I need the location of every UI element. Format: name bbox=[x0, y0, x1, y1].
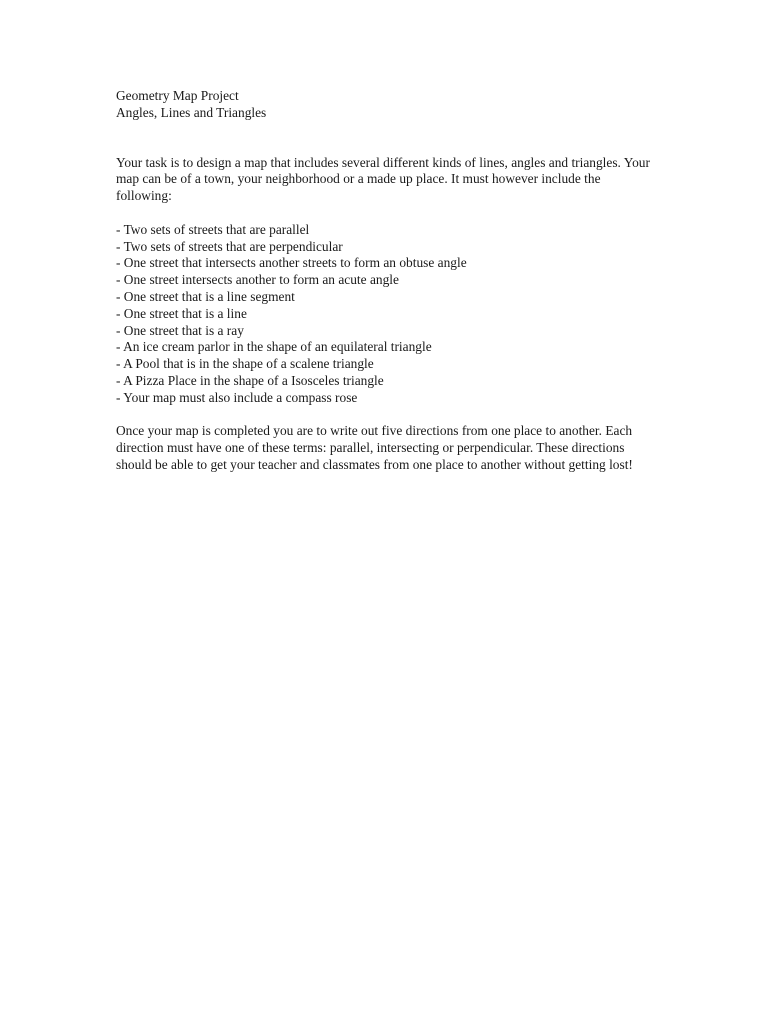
intro-paragraph: Your task is to design a map that includes several different kinds of lines, angles and triangles. Your map can be of a town, your neighborhood or a made up place. It must however include the following: bbox=[116, 154, 650, 204]
requirements-list bbox=[116, 222, 656, 407]
requirement-item: - Your map must also include a compass rose bbox=[116, 389, 358, 405]
document-subtitle: Angles, Lines and Triangles bbox=[116, 104, 267, 120]
requirement-item: - One street that intersects another streets to form an obtuse angle bbox=[116, 255, 467, 271]
requirement-item: - An ice cream parlor in the shape of an equilateral triangle bbox=[116, 339, 432, 355]
requirement-item: - One street that is a ray bbox=[116, 322, 244, 338]
title-block bbox=[116, 88, 656, 122]
requirement-item: - One street that is a line segment bbox=[116, 288, 295, 304]
requirement-item: - One street intersects another to form an acute angle bbox=[116, 272, 399, 288]
requirement-item: - One street that is a line bbox=[116, 305, 247, 321]
requirement-item: - A Pool that is in the shape of a scalene triangle bbox=[116, 356, 374, 372]
requirement-item: - Two sets of streets that are perpendicular bbox=[116, 238, 343, 254]
document-body bbox=[116, 88, 656, 491]
document-title: Geometry Map Project bbox=[116, 88, 239, 103]
requirement-item: - Two sets of streets that are parallel bbox=[116, 221, 310, 237]
closing-paragraph: Once your map is completed you are to write out five directions from one place to another. Each direction must have one of these terms: parallel, intersecting or perpendicular. These directions should be able to get your teacher and classmates from one place to another without getting lost! bbox=[116, 423, 633, 472]
requirement-item: - A Pizza Place in the shape of a Isosceles triangle bbox=[116, 372, 384, 388]
